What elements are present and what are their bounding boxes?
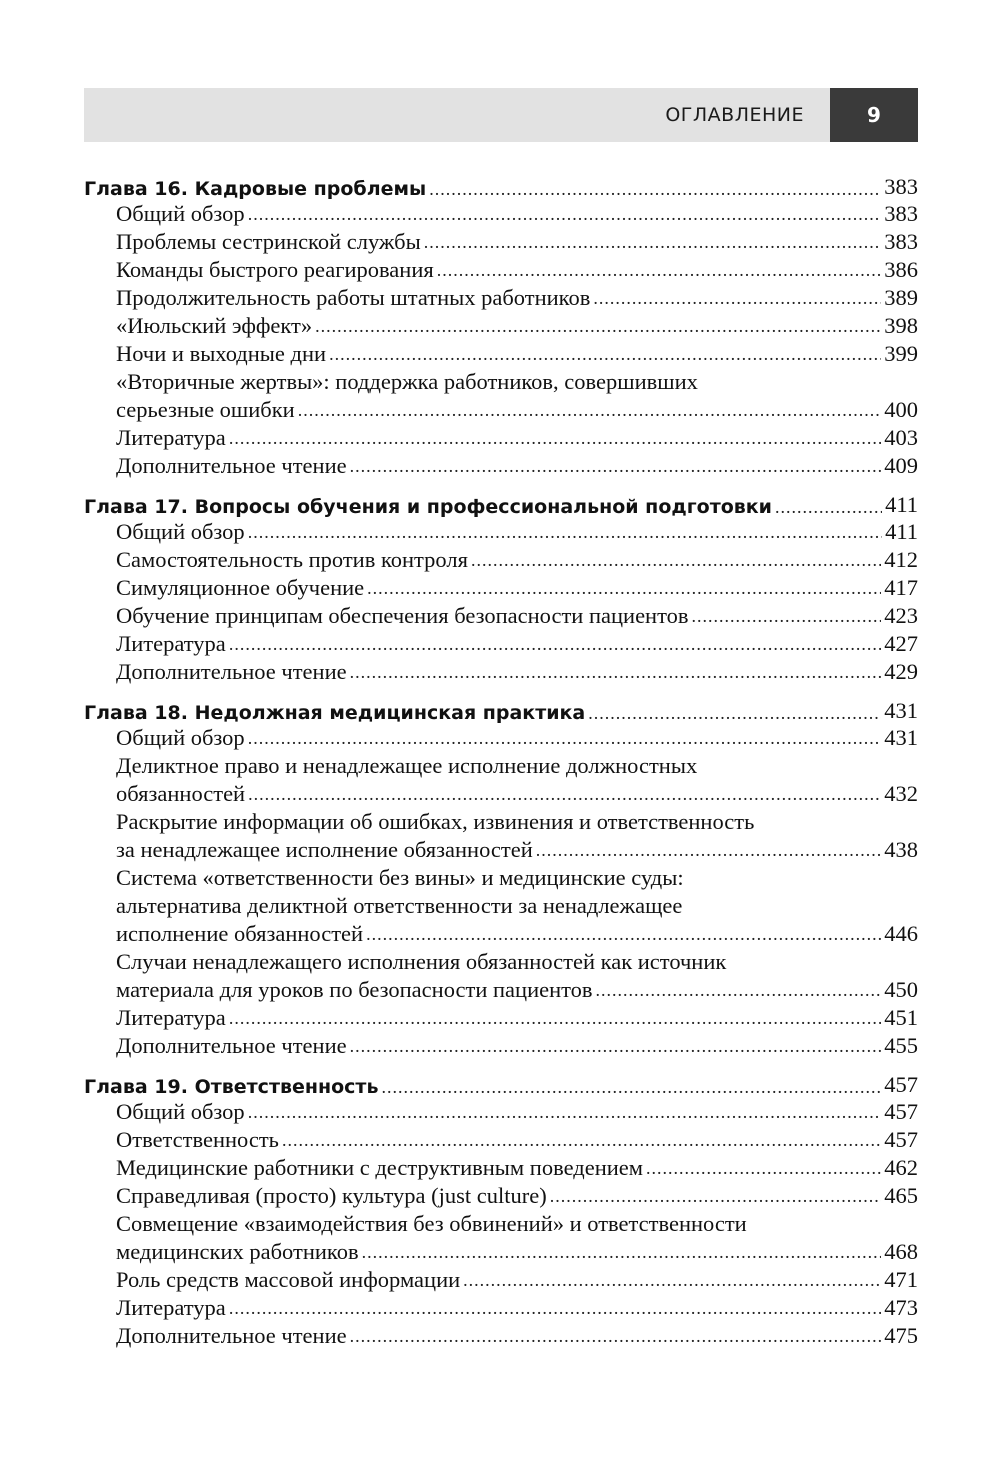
entry-page-number: 473 xyxy=(884,1295,918,1320)
toc-entry[interactable] xyxy=(84,1294,918,1322)
entry-page-number: 438 xyxy=(884,837,918,862)
dot-leader xyxy=(362,1238,882,1266)
entry-title-line: серьезные ошибки xyxy=(116,397,295,422)
dot-leader xyxy=(229,424,881,452)
chapter-heading[interactable] xyxy=(84,488,918,518)
entry-row xyxy=(116,200,918,228)
entry-page-number: 468 xyxy=(884,1239,918,1264)
entry-page-number: 427 xyxy=(884,631,918,656)
entry-page-number: 399 xyxy=(884,341,918,366)
entry-row xyxy=(116,1098,918,1126)
entry-page-number: 462 xyxy=(884,1155,918,1180)
entry-title-line: Дополнительное чтение xyxy=(116,659,347,684)
chapter-number: Глава 19. xyxy=(84,1076,188,1098)
toc-entry[interactable] xyxy=(84,452,918,480)
dot-leader xyxy=(248,780,881,808)
entry-page-number: 383 xyxy=(884,229,918,254)
entry-row xyxy=(116,518,918,546)
entry-page-number: 412 xyxy=(884,547,918,572)
entry-title-line: Литература xyxy=(116,631,226,656)
toc-entry[interactable] xyxy=(84,1154,918,1182)
dot-leader xyxy=(229,1004,881,1032)
chapter-page-number: 457 xyxy=(884,1072,918,1097)
entry-page-number: 431 xyxy=(884,725,918,750)
entry-row xyxy=(116,424,918,452)
entry-title-line: Самостоятельность против контроля xyxy=(116,547,468,572)
entry-page-number: 465 xyxy=(884,1183,918,1208)
entry-row xyxy=(116,1238,918,1266)
dot-leader xyxy=(692,602,882,630)
dot-leader xyxy=(350,1032,882,1060)
toc-entry[interactable] xyxy=(84,1210,918,1266)
chapter-heading[interactable] xyxy=(84,694,918,724)
toc-entry[interactable] xyxy=(84,200,918,228)
dot-leader xyxy=(471,546,881,574)
chapter-title: Недолжная медицинская практика xyxy=(194,702,586,724)
chapter-number: Глава 17. xyxy=(84,496,188,518)
entry-title-line: Дополнительное чтение xyxy=(116,1323,347,1348)
entry-title-line: Система «ответственности без вины» и медицинские суды: xyxy=(116,865,684,890)
entry-row xyxy=(116,724,918,752)
entry-row xyxy=(116,1032,918,1060)
entry-title-line: Обучение принципам обеспечения безопасности пациентов xyxy=(116,603,689,628)
entry-row xyxy=(116,256,918,284)
toc-entry[interactable] xyxy=(84,312,918,340)
entry-page-number: 475 xyxy=(884,1323,918,1348)
entry-title-line: за ненадлежащее исполнение обязанностей xyxy=(116,837,533,862)
toc-entry[interactable] xyxy=(84,368,918,424)
entry-page-number: 411 xyxy=(885,519,918,544)
toc-entry[interactable] xyxy=(84,1126,918,1154)
toc-entry[interactable] xyxy=(84,658,918,686)
chapter-title: Ответственность xyxy=(194,1076,379,1098)
entry-page-number: 457 xyxy=(884,1099,918,1124)
toc-entry[interactable] xyxy=(84,1098,918,1126)
dot-leader xyxy=(429,179,881,200)
entry-row xyxy=(116,920,918,948)
chapter-page-number: 383 xyxy=(884,174,918,199)
entry-title-line: Дополнительное чтение xyxy=(116,453,347,478)
chapter-title: Кадровые проблемы xyxy=(194,178,427,200)
dot-leader xyxy=(536,836,882,864)
dot-leader xyxy=(315,312,881,340)
running-header xyxy=(84,88,830,142)
header-title: ОГЛАВЛЕНИЕ xyxy=(665,104,804,126)
entry-page-number: 417 xyxy=(884,575,918,600)
entry-title-line: Литература xyxy=(116,425,226,450)
toc-entry[interactable] xyxy=(84,948,918,1004)
entry-title-line: Общий обзор xyxy=(116,1099,245,1124)
entry-row xyxy=(116,574,918,602)
entry-title-line: Общий обзор xyxy=(116,725,245,750)
entry-row xyxy=(116,658,918,686)
dot-leader xyxy=(329,340,881,368)
entry-row xyxy=(116,228,918,256)
dot-leader xyxy=(596,976,882,1004)
entry-title-line: Случаи ненадлежащего исполнения обязанностей как источник xyxy=(116,949,727,974)
dot-leader xyxy=(367,574,881,602)
entry-row xyxy=(116,284,918,312)
entry-title-line: Ночи и выходные дни xyxy=(116,341,327,366)
entry-row xyxy=(116,340,918,368)
entry-title-line: Проблемы сестринской службы xyxy=(116,229,421,254)
entry-row xyxy=(116,396,918,424)
toc-entry[interactable] xyxy=(84,752,918,808)
dot-leader xyxy=(775,497,882,518)
dot-leader xyxy=(366,920,881,948)
entry-page-number: 400 xyxy=(884,397,918,422)
toc-entry[interactable] xyxy=(84,546,918,574)
entry-title-line: медицинских работников xyxy=(116,1239,359,1264)
entry-row xyxy=(116,1294,918,1322)
toc-entry[interactable] xyxy=(84,602,918,630)
page-number: 9 xyxy=(830,88,918,142)
entry-page-number: 471 xyxy=(884,1267,918,1292)
dot-leader xyxy=(229,1294,881,1322)
dot-leader xyxy=(588,703,881,724)
entry-page-number: 398 xyxy=(884,313,918,338)
entry-row xyxy=(116,1004,918,1032)
entry-row xyxy=(116,836,918,864)
toc-entry[interactable] xyxy=(84,284,918,312)
entry-title-line: Команды быстрого реагирования xyxy=(116,257,434,282)
entry-row xyxy=(116,1154,918,1182)
dot-leader xyxy=(248,200,882,228)
entry-title-line: «Июльский эффект» xyxy=(116,313,313,338)
chapter-page-number: 411 xyxy=(885,492,918,517)
entry-page-number: 383 xyxy=(884,201,918,226)
entry-title-line: Общий обзор xyxy=(116,201,245,226)
dot-leader xyxy=(381,1077,881,1098)
entry-title-line: «Вторичные жертвы»: поддержка работников, совершивших xyxy=(116,369,698,394)
entry-title-line: обязанностей xyxy=(116,781,246,806)
entry-row xyxy=(116,630,918,658)
entry-page-number: 457 xyxy=(884,1127,918,1152)
entry-page-number: 409 xyxy=(884,453,918,478)
dot-leader xyxy=(463,1266,881,1294)
table-of-contents xyxy=(84,170,918,1354)
entry-title-line: Дополнительное чтение xyxy=(116,1033,347,1058)
entry-title-line: Роль средств массовой информации xyxy=(116,1267,461,1292)
entry-row xyxy=(116,976,918,1004)
entry-page-number: 429 xyxy=(884,659,918,684)
dot-leader xyxy=(298,396,882,424)
entry-row xyxy=(116,1322,918,1350)
dot-leader xyxy=(424,228,882,256)
entry-page-number: 455 xyxy=(884,1033,918,1058)
dot-leader xyxy=(437,256,882,284)
entry-title-line: Продолжительность работы штатных работников xyxy=(116,285,591,310)
entry-title-line: Медицинские работники с деструктивным поведением xyxy=(116,1155,644,1180)
dot-leader xyxy=(350,658,882,686)
chapter-title: Вопросы обучения и профессиональной подготовки xyxy=(194,496,772,518)
chapter-page-number: 431 xyxy=(884,698,918,723)
chapter-section xyxy=(84,488,918,686)
toc-entry[interactable] xyxy=(84,1004,918,1032)
entry-page-number: 432 xyxy=(884,781,918,806)
toc-entry[interactable] xyxy=(84,574,918,602)
entry-page-number: 403 xyxy=(884,425,918,450)
entry-title-line: материала для уроков по безопасности пациентов xyxy=(116,977,593,1002)
dot-leader xyxy=(350,452,882,480)
entry-page-number: 423 xyxy=(884,603,918,628)
entry-row xyxy=(116,546,918,574)
entry-title-line: Ответственность xyxy=(116,1127,279,1152)
chapter-section xyxy=(84,1068,918,1350)
entry-page-number: 386 xyxy=(884,257,918,282)
chapter-heading[interactable] xyxy=(84,170,918,200)
entry-row xyxy=(116,602,918,630)
entry-page-number: 389 xyxy=(884,285,918,310)
toc-entry[interactable] xyxy=(84,724,918,752)
entry-page-number: 451 xyxy=(884,1005,918,1030)
entry-title-line: Литература xyxy=(116,1005,226,1030)
toc-entry[interactable] xyxy=(84,1322,918,1350)
dot-leader xyxy=(248,518,882,546)
toc-entry[interactable] xyxy=(84,256,918,284)
entry-row xyxy=(116,1126,918,1154)
chapter-section xyxy=(84,170,918,480)
toc-entry[interactable] xyxy=(84,630,918,658)
entry-row xyxy=(116,1182,918,1210)
chapter-number: Глава 18. xyxy=(84,702,188,724)
toc-entry[interactable] xyxy=(84,340,918,368)
entry-title-line: Справедливая (просто) культура (just culture) xyxy=(116,1183,547,1208)
toc-entry[interactable] xyxy=(84,1032,918,1060)
toc-entry[interactable] xyxy=(84,864,918,948)
entry-title-line: альтернатива деликтной ответственности за ненадлежащее xyxy=(116,893,683,918)
entry-title-line: исполнение обязанностей xyxy=(116,921,364,946)
toc-entry[interactable] xyxy=(84,424,918,452)
dot-leader xyxy=(593,284,881,312)
entry-title-line: Деликтное право и ненадлежащее исполнение должностных xyxy=(116,753,698,778)
chapter-number: Глава 16. xyxy=(84,178,188,200)
entry-row xyxy=(116,1266,918,1294)
entry-title-line: Общий обзор xyxy=(116,519,245,544)
entry-row xyxy=(116,780,918,808)
entry-title-line: Симуляционное обучение xyxy=(116,575,365,600)
dot-leader xyxy=(282,1126,881,1154)
toc-entry[interactable] xyxy=(84,1266,918,1294)
entry-title-line: Раскрытие информации об ошибках, извинения и ответственность xyxy=(116,809,755,834)
entry-page-number: 446 xyxy=(884,921,918,946)
toc-entry[interactable] xyxy=(84,808,918,864)
chapter-section xyxy=(84,694,918,1060)
entry-row xyxy=(116,312,918,340)
entry-title-line: Совмещение «взаимодействия без обвинений» и ответственности xyxy=(116,1211,747,1236)
toc-entry[interactable] xyxy=(84,1182,918,1210)
dot-leader xyxy=(646,1154,881,1182)
dot-leader xyxy=(248,1098,882,1126)
dot-leader xyxy=(248,724,882,752)
toc-entry[interactable] xyxy=(84,518,918,546)
entry-title-line: Литература xyxy=(116,1295,226,1320)
chapter-heading[interactable] xyxy=(84,1068,918,1098)
entry-row xyxy=(116,452,918,480)
dot-leader xyxy=(550,1182,882,1210)
toc-entry[interactable] xyxy=(84,228,918,256)
dot-leader xyxy=(229,630,881,658)
entry-page-number: 450 xyxy=(884,977,918,1002)
dot-leader xyxy=(350,1322,882,1350)
